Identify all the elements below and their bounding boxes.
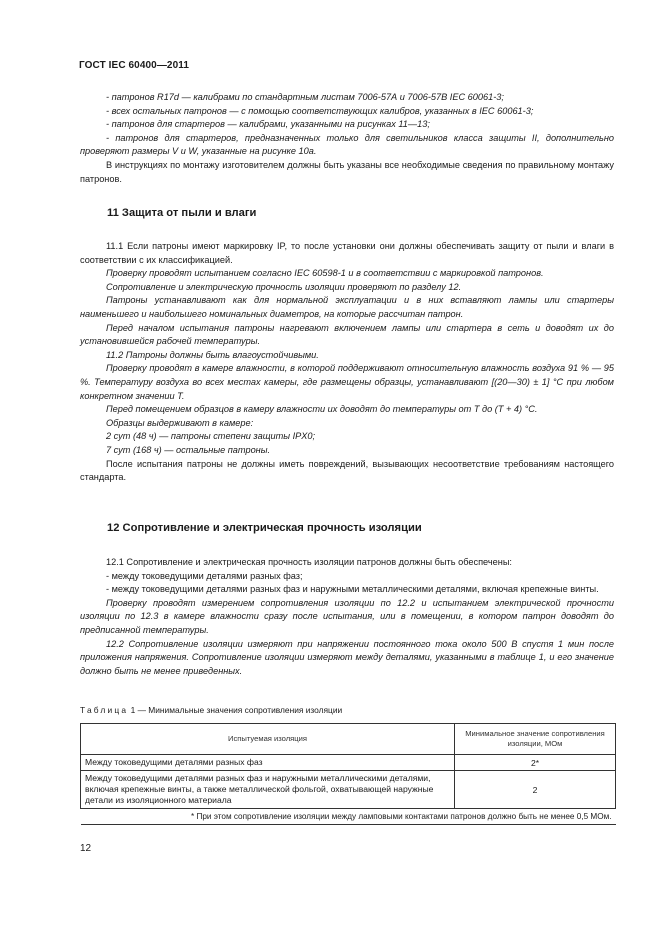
check-paragraph: 2 сут (48 ч) — патроны степени защиты IPX0; (106, 431, 316, 442)
insulation-cell: Между токоведущими деталями разных фаз и наружными металлическими деталями, включая крепежные винты, а также металлической фольгой, охватывающей наружные детали из изоляционного материала (81, 771, 455, 809)
intro-block (80, 91, 614, 186)
list-item: - между токоведущими деталями разных фаз и наружными металлическими деталями, включая крепежные винты. (106, 584, 599, 595)
section-11-heading: 11 Защита от пыли и влаги (107, 207, 257, 219)
check-paragraph: Перед помещением образцов в камеру влажности их доводят до температуры от Т до (Т + 4) °С. (106, 404, 538, 415)
section-12-body (80, 556, 614, 678)
column-header-insulation: Испытуемая изоляция (81, 724, 455, 755)
table-row (81, 755, 616, 771)
check-paragraph: Проверку проводят измерением сопротивления изоляции по 12.2 и испытанием электрической прочности изоляции по 12.3 в камере влажности сразу после испытания, или в помещении, в котором патрон доводят до предписанной температуры. (80, 597, 614, 635)
resistance-cell: 2* (455, 755, 616, 771)
result-paragraph: После испытания патроны не должны иметь повреждений, вызывающих несоответствие требованиям настоящего стандарта. (80, 458, 614, 483)
intro-item-4: - патронов для стартеров, предназначенных только для светильников класса защиты II, дополнительно проверяют размеры V и W, указанные на рисунке 10а. (80, 132, 614, 157)
table-caption (80, 705, 342, 715)
list-item: - между токоведущими деталями разных фаз; (106, 570, 303, 581)
section-11-body (80, 240, 614, 485)
table-header-row (81, 724, 616, 755)
table-caption-prefix: Таблица (80, 705, 129, 715)
check-paragraph: Сопротивление и электрическую прочность изоляции проверяют по разделу 12. (106, 281, 462, 292)
column-header-resistance: Минимальное значение сопротивления изоляции, МОм (455, 724, 616, 755)
check-paragraph: Патроны устанавливают как для нормальной эксплуатации и в них вставляют лампы или стартеры наименьшего и наибольшего номинальных диаметров, на которые рассчитан патрон. (80, 295, 614, 319)
insulation-cell: Между токоведущими деталями разных фаз (81, 755, 455, 771)
check-paragraph: Образцы выдерживают в камере: (106, 417, 254, 428)
table-row (81, 771, 616, 809)
check-paragraph: Проверку проводят испытанием согласно IEC 60598-1 и в соответствии с маркировкой патронов. (106, 268, 544, 279)
table-footnote-row (81, 809, 616, 825)
intro-item-1: - патронов R17d — калибрами по стандартным листам 7006-57А и 7006-57В IEC 60061-3; (106, 92, 504, 102)
check-paragraph: Перед началом испытания патроны нагревают включением лампы или стартера в сеть и доводят их до установившейся рабочей температуры. (80, 322, 614, 347)
table-caption-title: 1 — Минимальные значения сопротивления изоляции (130, 705, 343, 715)
clause-12-2: 12.2 Сопротивление изоляции измеряют при напряжении постоянного тока около 500 В спустя 1 мин после приложения напряжения. Сопротивление изоляции измеряют между деталями, указанными в таблице 1, и его значение должно быть не менее приведенных. (80, 638, 614, 676)
page-number: 12 (80, 843, 92, 854)
check-paragraph: 7 сут (168 ч) — остальные патроны. (106, 444, 271, 455)
section-12-heading: 12 Сопротивление и электрическая прочность изоляции (107, 522, 422, 534)
standard-header: ГОСТ IEC 60400—2011 (79, 60, 190, 71)
insulation-resistance-table (80, 723, 616, 825)
clause-12-1: 12.1 Сопротивление и электрическая прочность изоляции патронов должны быть обеспечены: (106, 557, 512, 567)
intro-item-3: - патронов для стартеров — калибрами, указанными на рисунках 11—13; (106, 119, 430, 130)
intro-paragraph: В инструкциях по монтажу изготовителем должны быть указаны все необходимые сведения по правильному монтажу патронов. (80, 159, 614, 184)
check-paragraph: Проверку проводят в камере влажности, в которой поддерживают относительную влажность воздуха 91 % — 95 %. Температуру воздуха во всех местах камеры, где размещены образцы, устанавливают [(20—30) ± 1] °С при любом конкретном значении Т. (80, 363, 614, 401)
clause-11-2: 11.2 Патроны должны быть влагоустойчивыми. (106, 349, 319, 360)
intro-item-2: - всех остальных патронов — с помощью соответствующих калибров, указанных в IEC 60061-3; (106, 105, 534, 116)
table-footnote: * При этом сопротивление изоляции между ламповыми контактами патронов должно быть не менее 0,5 МОм. (81, 809, 616, 825)
clause-11-1: 11.1 Если патроны имеют маркировку IP, то после установки они должны обеспечивать защиту от пыли и влаги в соответствии с их классификацией. (80, 241, 614, 265)
resistance-cell: 2 (455, 771, 616, 809)
